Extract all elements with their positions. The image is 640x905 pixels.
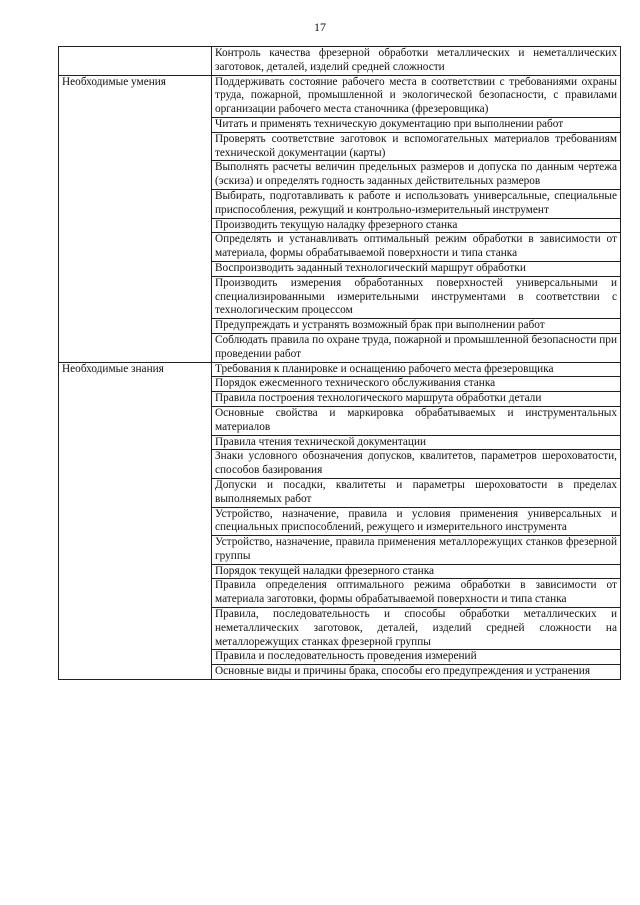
- section-label: Необходимые знания: [59, 362, 212, 680]
- requirement-item: Соблюдать правила по охране труда, пожарной и промышленной безопасности при проведении работ: [212, 333, 621, 362]
- requirement-item: Выбирать, подготавливать к работе и использовать универсальные, специальные приспособления, режущий и контрольно-измерительный инструмент: [212, 189, 621, 218]
- requirement-item: Знаки условного обозначения допусков, квалитетов, параметров шероховатости, способов базирования: [212, 450, 621, 479]
- requirement-item: Допуски и посадки, квалитеты и параметры шероховатости в пределах выполняемых работ: [212, 478, 621, 507]
- requirement-item: Производить измерения обработанных поверхностей универсальными и специализированными измерительными инструментами в соответствии с технологическим процессом: [212, 276, 621, 318]
- requirement-item: Выполнять расчеты величин предельных размеров и допуска по данным чертежа (эскиза) и определять годность заданных действительных размеров: [212, 161, 621, 190]
- requirement-item: Порядок ежесменного технического обслуживания станка: [212, 377, 621, 392]
- requirement-item: Проверять соответствие заготовок и вспомогательных материалов требованиям технической документации (карты): [212, 132, 621, 161]
- requirement-item: Порядок текущей наладки фрезерного станка: [212, 564, 621, 579]
- requirement-item: Устройство, назначение, правила и условия применения универсальных и специальных приспособлений, режущего и измерительного инструмента: [212, 507, 621, 536]
- requirement-item: Правила и последовательность проведения измерений: [212, 650, 621, 665]
- table-row: [59, 362, 621, 377]
- requirement-item: Читать и применять техническую документацию при выполнении работ: [212, 117, 621, 132]
- requirement-item: Определять и устанавливать оптимальный режим обработки в зависимости от материала, формы обрабатываемой поверхности и типа станка: [212, 233, 621, 262]
- requirement-item: Основные виды и причины брака, способы его предупреждения и устранения: [212, 665, 621, 680]
- requirement-item: Основные свойства и маркировка обрабатываемых и инструментальных материалов: [212, 406, 621, 435]
- requirement-item: Производить текущую наладку фрезерного станка: [212, 218, 621, 233]
- requirement-item: Предупреждать и устранять возможный брак при выполнении работ: [212, 319, 621, 334]
- requirement-item: Контроль качества фрезерной обработки металлических и неметаллических заготовок, деталей, изделий средней сложности: [212, 47, 621, 76]
- requirement-item: Правила построения технологического маршрута обработки детали: [212, 392, 621, 407]
- section-label: Необходимые умения: [59, 75, 212, 362]
- requirement-item: Устройство, назначение, правила применения металлорежущих станков фрезерной группы: [212, 536, 621, 565]
- requirement-item: Правила, последовательность и способы обработки металлических и неметаллических заготовок, деталей, изделий средней сложности на металлорежущих станках фрезерной группы: [212, 608, 621, 650]
- requirements-table: [58, 46, 621, 680]
- section-label: [59, 47, 212, 76]
- requirement-item: Требования к планировке и оснащению рабочего места фрезеровщика: [212, 362, 621, 377]
- requirement-item: Правила чтения технической документации: [212, 435, 621, 450]
- requirement-item: Поддерживать состояние рабочего места в соответствии с требованиями охраны труда, пожарной, промышленной и экологической безопасности, с правилами организации рабочего места станочника (фрезеровщика): [212, 75, 621, 117]
- table-row: [59, 75, 621, 117]
- requirement-item: Правила определения оптимального режима обработки в зависимости от материала заготовки, формы обрабатываемой поверхности и типа станка: [212, 579, 621, 608]
- requirements-table-body: [59, 47, 621, 680]
- page-number: 17: [314, 20, 326, 34]
- table-row: [59, 47, 621, 76]
- requirement-item: Воспроизводить заданный технологический маршрут обработки: [212, 261, 621, 276]
